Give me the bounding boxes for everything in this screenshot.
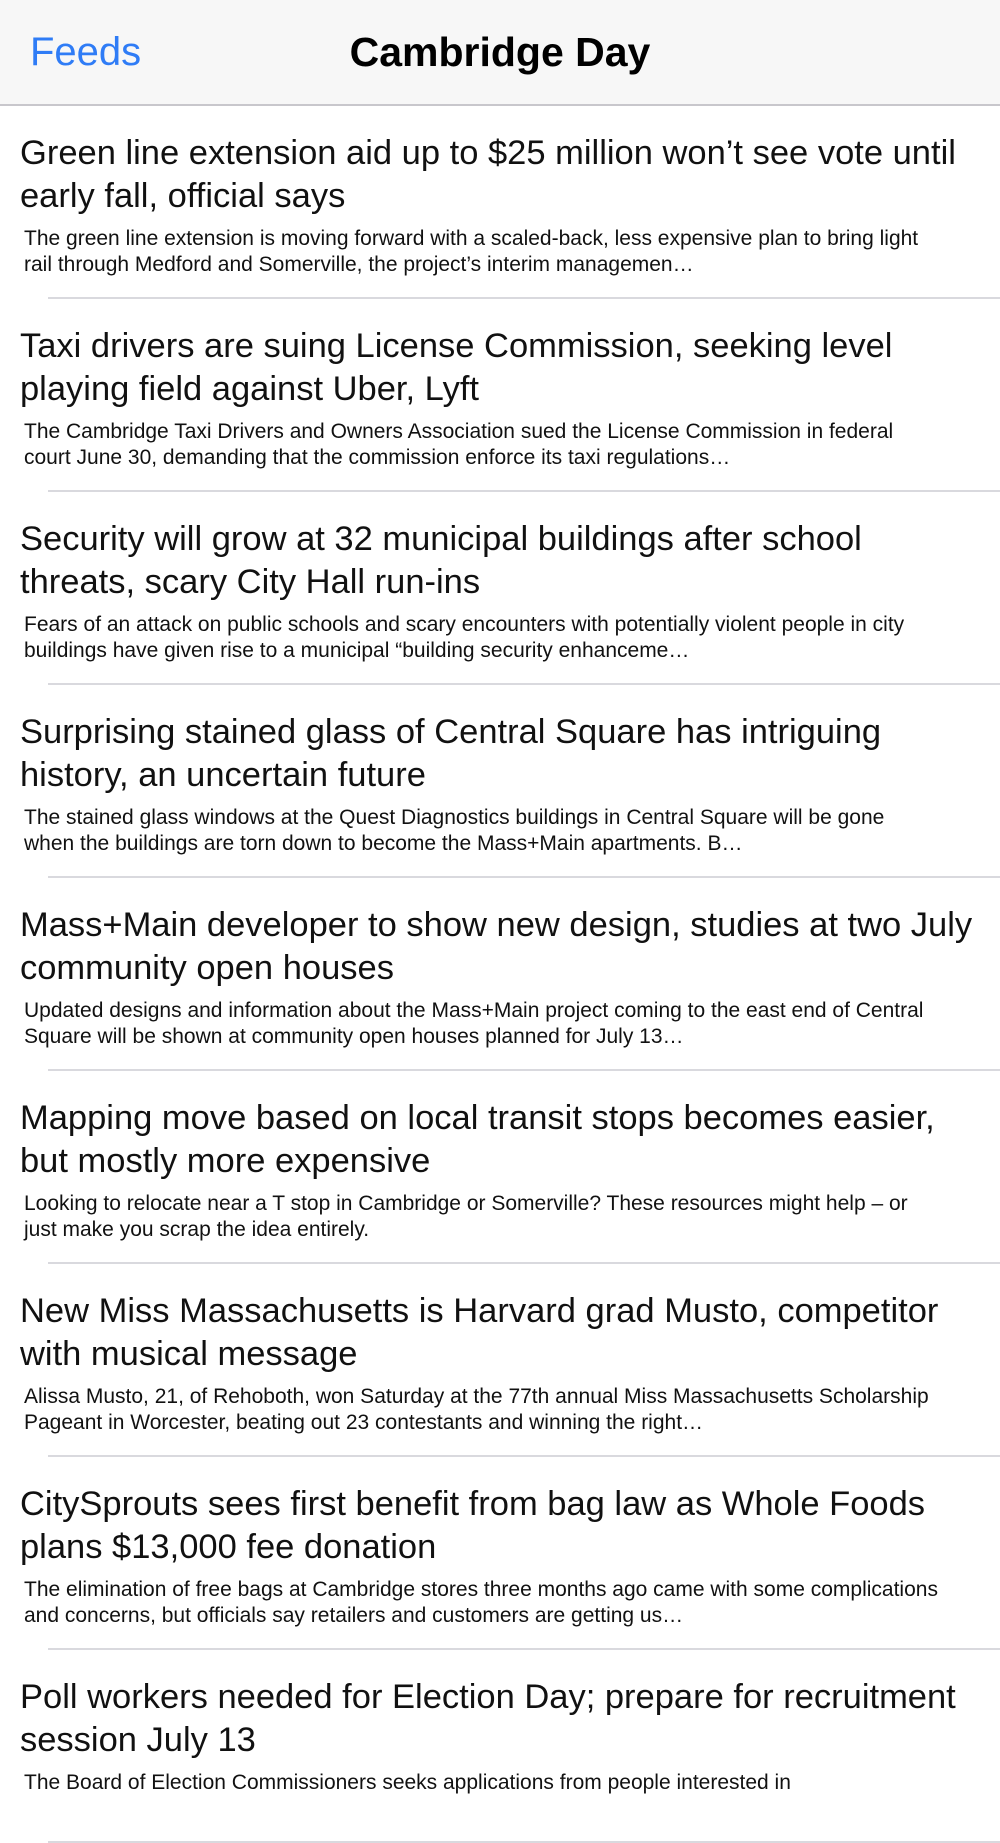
article-summary: Looking to relocate near a T stop in Cambridge or Somerville? These resources might help – or just make you scrap the idea entirely. [24,1192,908,1241]
article-summary: The green line extension is moving forward with a scaled-back, less expensive plan to bring light rail through Medford and Somerville, the project’s interim managemen… [24,227,919,276]
navigation-bar [0,0,1000,106]
article-title: New Miss Massachusetts is Harvard grad Musto, competitor with musical message [20,1292,939,1373]
article-title: Mapping move based on local transit stops becomes easier, but mostly more expensive [20,1099,935,1180]
article-summary: Updated designs and information about the Mass+Main project coming to the east end of Central Square will be shown at community open houses planned for July 13… [24,999,924,1048]
article-title: Surprising stained glass of Central Square has intriguing history, an uncertain future [20,713,882,794]
article-row[interactable] [0,1457,1000,1650]
feeds-back-button[interactable]: Feeds [30,30,142,74]
article-summary: Fears of an attack on public schools and scary encounters with potentially violent people in city buildings have given rise to a municipal “building security enhanceme… [24,613,905,662]
article-row[interactable] [0,1650,1000,1843]
article-title: Security will grow at 32 municipal buildings after school threats, scary City Hall run-ins [20,520,862,601]
article-title: Taxi drivers are suing License Commission, seeking level playing field against Uber, Lyft [20,327,893,408]
article-row[interactable] [0,1071,1000,1264]
article-row[interactable] [0,878,1000,1071]
article-row[interactable] [0,299,1000,492]
article-row[interactable] [0,685,1000,878]
article-summary: The elimination of free bags at Cambridge stores three months ago came with some complications and concerns, but officials say retailers and customers are getting us… [24,1578,938,1627]
article-title: Mass+Main developer to show new design, studies at two July community open houses [20,906,973,987]
article-list [0,106,1000,1843]
article-summary: Alissa Musto, 21, of Rehoboth, won Saturday at the 77th annual Miss Massachusetts Scholarship Pageant in Worcester, beating out 23 contestants and winning the right… [24,1385,929,1434]
article-title: Green line extension aid up to $25 million won’t see vote until early fall, official says [20,134,956,215]
article-row[interactable] [0,492,1000,685]
article-row[interactable] [0,1264,1000,1457]
article-title: Poll workers needed for Election Day; prepare for recruitment session July 13 [20,1678,956,1759]
article-title: CitySprouts sees first benefit from bag law as Whole Foods plans $13,000 fee donation [20,1485,926,1566]
article-row[interactable] [0,106,1000,299]
article-summary: The stained glass windows at the Quest Diagnostics buildings in Central Square will be gone when the buildings are torn down to become the Mass+Main apartments. B… [24,806,885,855]
article-summary: The Cambridge Taxi Drivers and Owners Association sued the License Commission in federal court June 30, demanding that the commission enforce its taxi regulations… [24,420,894,469]
article-summary: The Board of Election Commissioners seeks applications from people interested in [24,1771,791,1794]
page-title: Cambridge Day [349,29,651,75]
